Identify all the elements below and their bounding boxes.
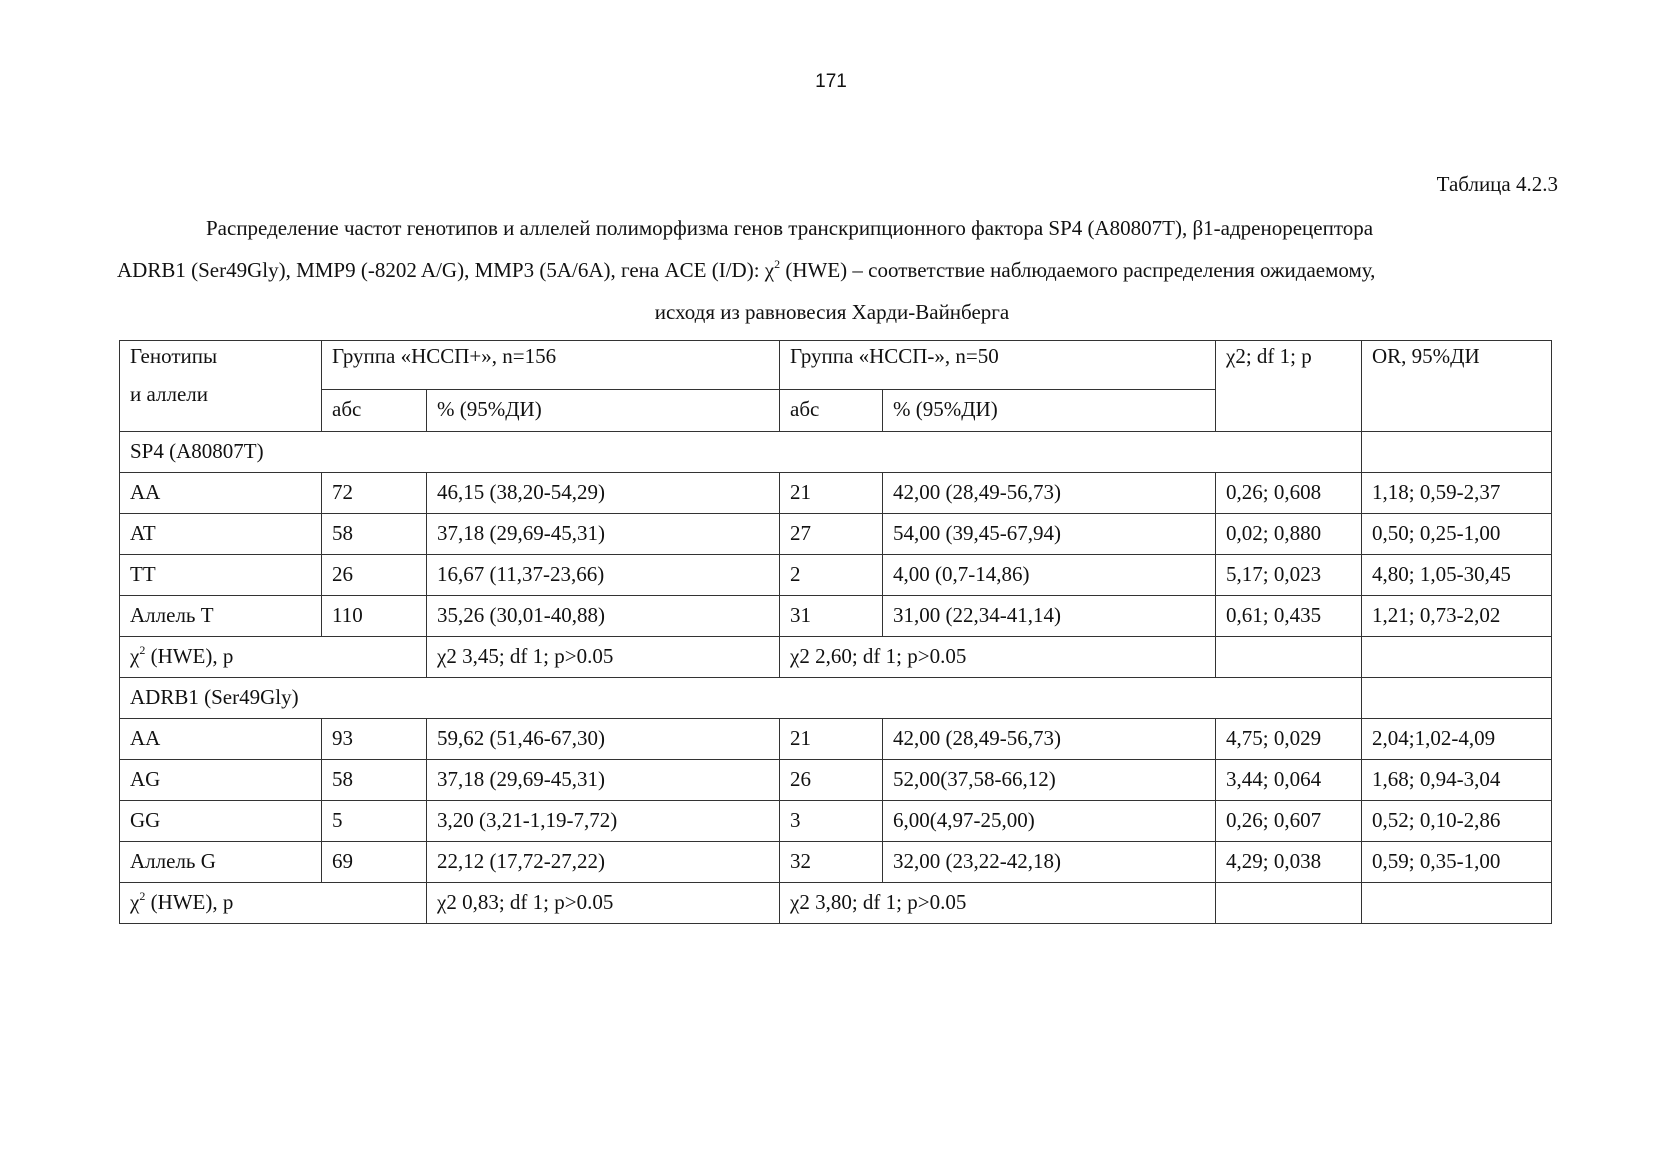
hwe-empty-or-cell — [1362, 883, 1552, 924]
header-genotypes — [120, 341, 322, 432]
pct-plus-cell: 37,18 (29,69-45,31) — [427, 514, 780, 555]
hwe-label-rest: (HWE), p — [145, 890, 234, 914]
header-group-minus: Группа «НССП-», n=50 — [780, 341, 1216, 390]
abs-minus-cell: 27 — [780, 514, 883, 555]
table-row — [120, 801, 1552, 842]
hwe-label-rest: (HWE), p — [145, 644, 234, 668]
pct-minus-cell: 31,00 (22,34-41,14) — [883, 596, 1216, 637]
pct-minus-cell: 52,00(37,58-66,12) — [883, 760, 1216, 801]
section-name: SP4 (A80807T) — [120, 432, 1362, 473]
table-row — [120, 555, 1552, 596]
abs-minus-cell: 2 — [780, 555, 883, 596]
hwe-row — [120, 883, 1552, 924]
genotype-cell: AT — [120, 514, 322, 555]
genotype-cell: Аллель T — [120, 596, 322, 637]
hwe-label-superscript: 2 — [139, 889, 146, 903]
hwe-plus-cell: χ2 0,83; df 1; p>0.05 — [427, 883, 780, 924]
header-pct-plus: % (95%ДИ) — [427, 390, 780, 432]
abs-minus-cell: 21 — [780, 719, 883, 760]
header-genotypes-line-1: Генотипы — [130, 344, 218, 368]
pct-minus-cell: 32,00 (23,22-42,18) — [883, 842, 1216, 883]
chi-square-cell: 4,29; 0,038 — [1216, 842, 1362, 883]
section-empty-cell — [1362, 678, 1552, 719]
hwe-label — [120, 883, 427, 924]
page-number: 171 — [815, 71, 847, 92]
header-pct-minus: % (95%ДИ) — [883, 390, 1216, 432]
pct-minus-cell: 42,00 (28,49-56,73) — [883, 719, 1216, 760]
abs-minus-cell: 21 — [780, 473, 883, 514]
pct-plus-cell: 59,62 (51,46-67,30) — [427, 719, 780, 760]
table-body — [120, 341, 1552, 924]
table-row — [120, 473, 1552, 514]
table-row — [120, 596, 1552, 637]
hwe-empty-chi-cell — [1216, 637, 1362, 678]
hwe-empty-or-cell — [1362, 637, 1552, 678]
pct-plus-cell: 16,67 (11,37-23,66) — [427, 555, 780, 596]
abs-plus-cell: 72 — [322, 473, 427, 514]
pct-plus-cell: 35,26 (30,01-40,88) — [427, 596, 780, 637]
odds-ratio-cell: 0,50; 0,25-1,00 — [1362, 514, 1552, 555]
header-odds-ratio: OR, 95%ДИ — [1362, 341, 1552, 432]
table-row — [120, 760, 1552, 801]
header-group-plus: Группа «НССП+», n=156 — [322, 341, 780, 390]
abs-minus-cell: 32 — [780, 842, 883, 883]
genotype-cell: TT — [120, 555, 322, 596]
caption-line-2 — [117, 249, 1547, 291]
hwe-minus-cell: χ2 2,60; df 1; p>0.05 — [780, 637, 1216, 678]
pct-plus-cell: 3,20 (3,21-1,19-7,72) — [427, 801, 780, 842]
abs-plus-cell: 69 — [322, 842, 427, 883]
pct-minus-cell: 6,00(4,97-25,00) — [883, 801, 1216, 842]
genotype-cell: Аллель G — [120, 842, 322, 883]
section-name: ADRB1 (Ser49Gly) — [120, 678, 1362, 719]
abs-plus-cell: 58 — [322, 514, 427, 555]
hwe-plus-cell: χ2 3,45; df 1; p>0.05 — [427, 637, 780, 678]
table-row — [120, 842, 1552, 883]
odds-ratio-cell: 2,04;1,02-4,09 — [1362, 719, 1552, 760]
abs-minus-cell: 3 — [780, 801, 883, 842]
hwe-empty-chi-cell — [1216, 883, 1362, 924]
hwe-label-chi: χ — [130, 644, 140, 668]
pct-plus-cell: 37,18 (29,69-45,31) — [427, 760, 780, 801]
chi-square-cell: 0,61; 0,435 — [1216, 596, 1362, 637]
section-header-row — [120, 432, 1552, 473]
hwe-label-chi: χ — [130, 890, 140, 914]
hwe-row — [120, 637, 1552, 678]
abs-plus-cell: 93 — [322, 719, 427, 760]
header-abs-minus: абс — [780, 390, 883, 432]
genotype-cell: AA — [120, 473, 322, 514]
caption-line-1: Распределение частот генотипов и аллелей полиморфизма генов транскрипционного фактора SP4 (A80807T), β1-адренорецептора — [206, 216, 1374, 240]
hwe-label-superscript: 2 — [139, 643, 146, 657]
abs-plus-cell: 58 — [322, 760, 427, 801]
genotype-frequency-table — [119, 340, 1552, 924]
caption-line-2-end: (HWE) – соответствие наблюдаемого распределения ожидаемому, — [780, 258, 1376, 282]
chi-square-cell: 5,17; 0,023 — [1216, 555, 1362, 596]
header-genotypes-line-2: и аллели — [130, 382, 208, 406]
chi-square-cell: 3,44; 0,064 — [1216, 760, 1362, 801]
pct-minus-cell: 54,00 (39,45-67,94) — [883, 514, 1216, 555]
table-caption — [117, 207, 1547, 333]
section-header-row — [120, 678, 1552, 719]
header-row-1 — [120, 341, 1552, 390]
odds-ratio-cell: 1,68; 0,94-3,04 — [1362, 760, 1552, 801]
chi-square-cell: 0,26; 0,607 — [1216, 801, 1362, 842]
pct-minus-cell: 4,00 (0,7-14,86) — [883, 555, 1216, 596]
section-empty-cell — [1362, 432, 1552, 473]
chi-square-cell: 0,26; 0,608 — [1216, 473, 1362, 514]
abs-minus-cell: 26 — [780, 760, 883, 801]
chi-square-cell: 4,75; 0,029 — [1216, 719, 1362, 760]
caption-superscript: 2 — [774, 257, 781, 271]
odds-ratio-cell: 1,18; 0,59-2,37 — [1362, 473, 1552, 514]
hwe-minus-cell: χ2 3,80; df 1; p>0.05 — [780, 883, 1216, 924]
header-chi-square: χ2; df 1; p — [1216, 341, 1362, 432]
odds-ratio-cell: 0,52; 0,10-2,86 — [1362, 801, 1552, 842]
pct-minus-cell: 42,00 (28,49-56,73) — [883, 473, 1216, 514]
abs-plus-cell: 26 — [322, 555, 427, 596]
abs-plus-cell: 5 — [322, 801, 427, 842]
abs-minus-cell: 31 — [780, 596, 883, 637]
table-row — [120, 514, 1552, 555]
genotype-cell: GG — [120, 801, 322, 842]
caption-line-3: исходя из равновесия Харди-Вайнберга — [654, 300, 1010, 324]
chi-square-cell: 0,02; 0,880 — [1216, 514, 1362, 555]
odds-ratio-cell: 4,80; 1,05-30,45 — [1362, 555, 1552, 596]
abs-plus-cell: 110 — [322, 596, 427, 637]
table-row — [120, 719, 1552, 760]
header-abs-plus: абс — [322, 390, 427, 432]
pct-plus-cell: 22,12 (17,72-27,22) — [427, 842, 780, 883]
odds-ratio-cell: 1,21; 0,73-2,02 — [1362, 596, 1552, 637]
hwe-label — [120, 637, 427, 678]
caption-line-2-start: ADRB1 (Ser49Gly), MMP9 (-8202 A/G), MMP3 (5A/6A), гена ACE (I/D): χ — [117, 258, 775, 282]
genotype-cell: AA — [120, 719, 322, 760]
odds-ratio-cell: 0,59; 0,35-1,00 — [1362, 842, 1552, 883]
genotype-cell: AG — [120, 760, 322, 801]
pct-plus-cell: 46,15 (38,20-54,29) — [427, 473, 780, 514]
table-label: Таблица 4.2.3 — [1436, 172, 1558, 196]
